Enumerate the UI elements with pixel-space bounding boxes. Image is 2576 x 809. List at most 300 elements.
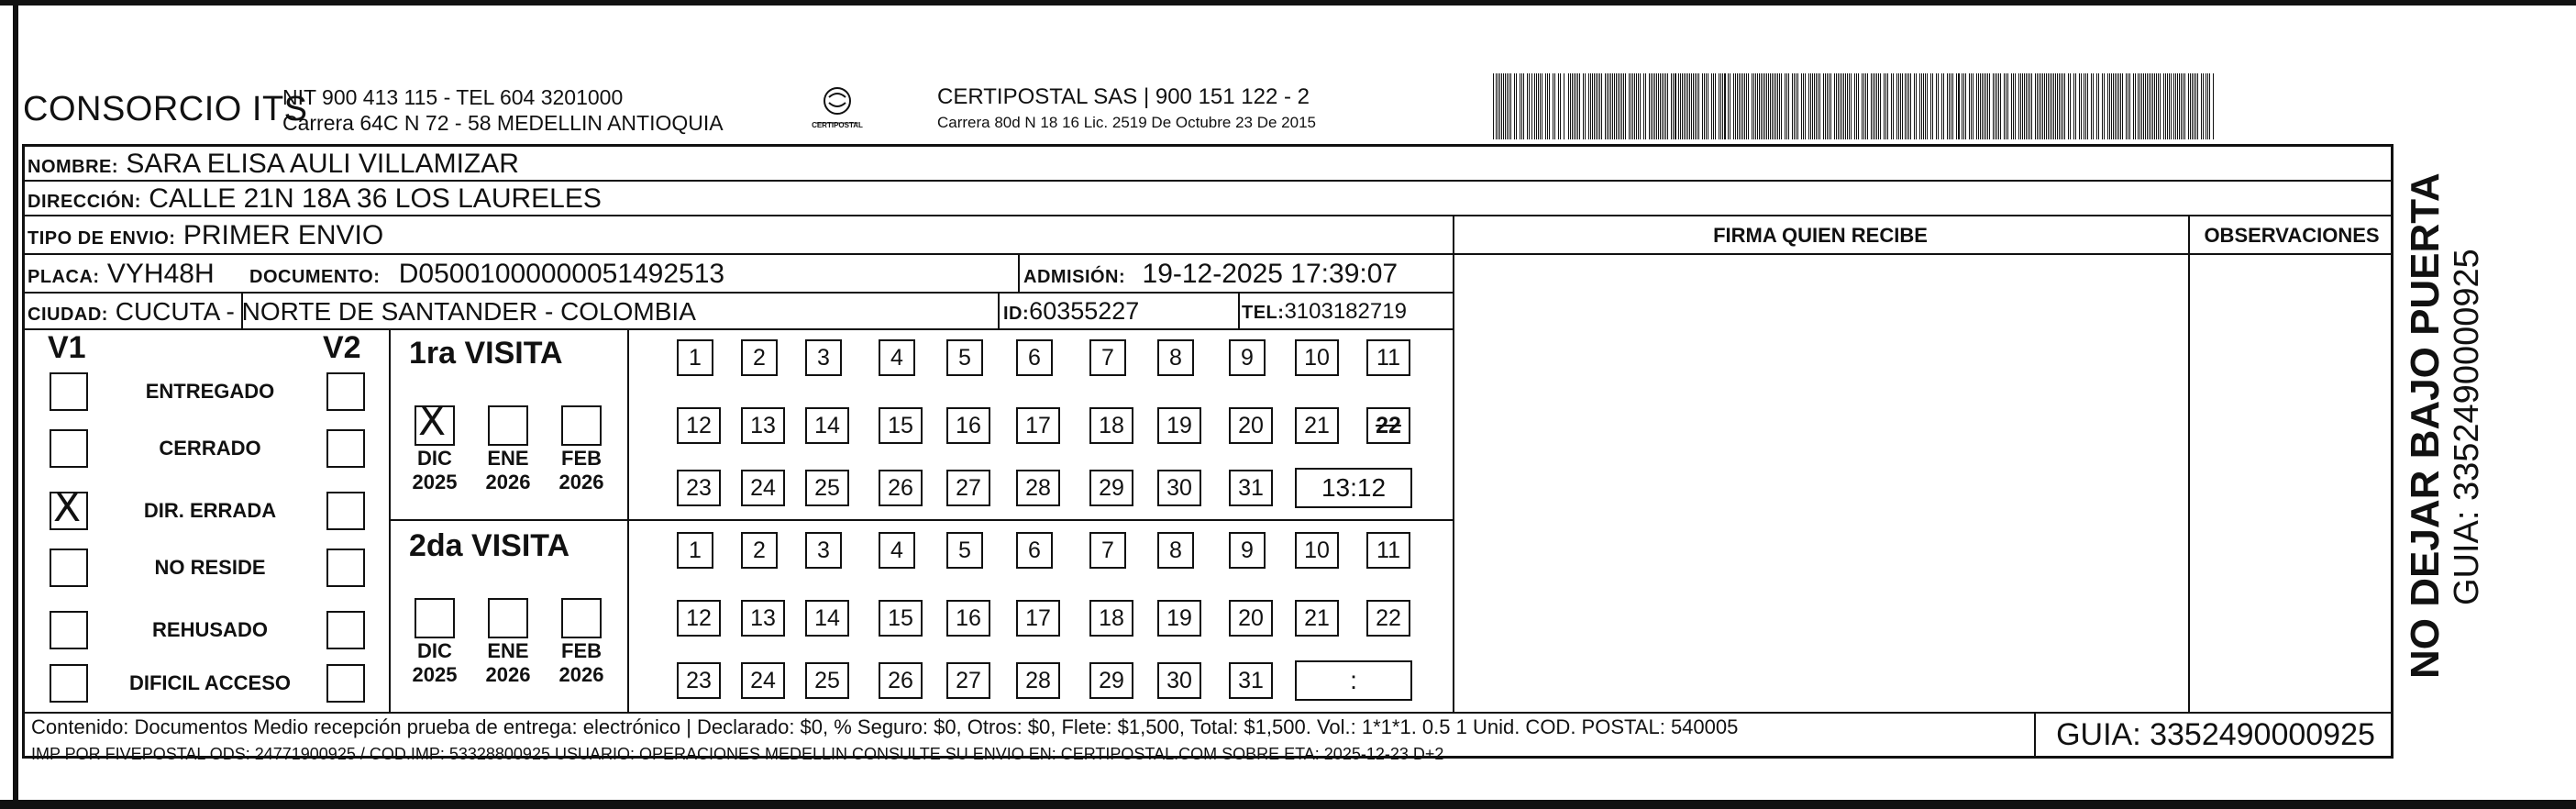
v1-checkbox[interactable] xyxy=(50,429,88,468)
barcode-bar xyxy=(1873,73,1874,139)
barcode-bar xyxy=(1724,73,1726,139)
barcode-bar xyxy=(2020,73,2021,139)
admision-row xyxy=(1023,259,1398,290)
day-box[interactable]: 26 xyxy=(879,662,923,699)
barcode-bar xyxy=(2087,73,2088,139)
barcode-bar xyxy=(1583,73,1584,139)
bottom-border xyxy=(0,800,2576,809)
day-box[interactable]: 12 xyxy=(677,407,721,444)
month-checkbox[interactable] xyxy=(561,405,602,446)
barcode-bar xyxy=(1521,73,1522,139)
barcode-bar xyxy=(2042,73,2043,139)
barcode-bar xyxy=(1823,73,1824,139)
barcode-bar xyxy=(2091,73,2092,139)
barcode-bar xyxy=(2138,73,2139,139)
day-box[interactable]: 24 xyxy=(741,662,785,699)
status-label: CERRADO xyxy=(159,437,261,460)
day-box[interactable]: 6 xyxy=(1016,339,1053,376)
day-box[interactable]: 27 xyxy=(946,470,990,506)
month-checkbox[interactable] xyxy=(415,398,455,446)
barcode-bar xyxy=(1980,73,1981,139)
day-box[interactable]: 21 xyxy=(1295,407,1339,444)
barcode-bar xyxy=(1987,73,1988,139)
barcode-bar xyxy=(2150,73,2151,139)
barcode-bar xyxy=(1665,73,1666,139)
barcode-bar xyxy=(2104,73,2105,139)
month-checkbox[interactable] xyxy=(561,598,602,638)
barcode-bar xyxy=(1590,73,1591,139)
barcode-bar xyxy=(1914,73,1915,139)
barcode-bar xyxy=(2188,73,2189,139)
barcode-bar xyxy=(1916,73,1917,139)
day-box[interactable]: 20 xyxy=(1229,407,1273,444)
id-value: 60355227 xyxy=(1029,297,1140,325)
barcode-bar xyxy=(1989,73,1990,139)
barcode-bar xyxy=(1667,73,1668,139)
barcode-bar xyxy=(1733,73,1734,139)
barcode-bar xyxy=(2192,73,2193,139)
col-divider xyxy=(1018,253,1020,292)
barcode-bar xyxy=(2004,73,2005,139)
ciudad-row xyxy=(28,297,696,327)
barcode-bar xyxy=(1969,73,1970,139)
barcode-bar xyxy=(2195,73,2196,139)
year-label: 2026 xyxy=(485,471,531,493)
barcode-bar xyxy=(1722,73,1723,139)
barcode-bar xyxy=(2156,73,2157,139)
barcode-bar xyxy=(2133,73,2134,139)
barcode xyxy=(1493,73,2217,139)
barcode-bar xyxy=(1695,73,1696,139)
barcode-bar xyxy=(2143,73,2144,139)
barcode-bar xyxy=(2013,73,2014,139)
day-box[interactable]: 30 xyxy=(1157,470,1201,506)
col-divider xyxy=(1238,292,1240,328)
barcode-bar xyxy=(1814,73,1815,139)
v1-checkbox[interactable] xyxy=(50,664,88,703)
day-box[interactable]: 17 xyxy=(1016,407,1060,444)
barcode-bar xyxy=(1678,73,1679,139)
barcode-bar xyxy=(2163,73,2164,139)
barcode-bar xyxy=(1788,73,1789,139)
barcode-bar xyxy=(2050,73,2051,139)
row-divider xyxy=(22,253,2394,255)
day-box[interactable]: 13 xyxy=(741,407,785,444)
day-box[interactable]: 15 xyxy=(879,407,923,444)
day-box[interactable]: 22 xyxy=(1366,600,1410,637)
barcode-bar xyxy=(1588,73,1589,139)
barcode-bar xyxy=(1656,73,1657,139)
documento-row xyxy=(249,259,724,290)
barcode-bar xyxy=(2115,73,2116,139)
barcode-bar xyxy=(2024,73,2025,139)
barcode-bar xyxy=(1943,73,1944,139)
barcode-bar xyxy=(2175,73,2176,139)
day-box[interactable]: 16 xyxy=(946,407,990,444)
day-box[interactable]: 3 xyxy=(805,532,842,569)
cert-address: Carrera 80d N 18 16 Lic. 2519 De Octubre 23 De 2015 xyxy=(937,114,1316,131)
day-box[interactable]: 16 xyxy=(946,600,990,637)
month-label: FEB xyxy=(561,639,602,662)
barcode-bar xyxy=(1503,73,1504,139)
barcode-bar xyxy=(1775,73,1776,139)
check-x-mark: X xyxy=(53,484,82,531)
barcode-bar xyxy=(1908,73,1909,139)
barcode-bar xyxy=(2007,73,2008,139)
day-box[interactable]: 23 xyxy=(677,470,721,506)
ciudad-value: CUCUTA - NORTE DE SANTANDER - COLOMBIA xyxy=(115,297,696,326)
barcode-bar xyxy=(1675,73,1676,139)
barcode-bar xyxy=(2194,73,2195,139)
day-box[interactable]: 28 xyxy=(1016,470,1060,506)
barcode-bar xyxy=(2057,73,2058,139)
v2-checkbox[interactable] xyxy=(326,664,365,703)
barcode-bar xyxy=(1829,73,1830,139)
day-box[interactable]: 29 xyxy=(1089,662,1133,699)
day-box[interactable]: 31 xyxy=(1229,662,1273,699)
month-label: DIC xyxy=(417,639,452,662)
barcode-bar xyxy=(1830,73,1831,139)
barcode-bar xyxy=(1684,73,1685,139)
barcode-bar xyxy=(2061,73,2062,139)
barcode-bar xyxy=(1549,73,1550,139)
barcode-bar xyxy=(1978,73,1979,139)
day-box[interactable]: 13 xyxy=(741,600,785,637)
barcode-bar xyxy=(1816,73,1817,139)
barcode-bar xyxy=(2149,73,2150,139)
day-box[interactable]: 23 xyxy=(677,662,721,699)
day-box[interactable]: 14 xyxy=(805,600,849,637)
day-box[interactable]: 4 xyxy=(879,339,915,376)
barcode-bar xyxy=(2035,73,2036,139)
barcode-bar xyxy=(1772,73,1773,139)
barcode-bar xyxy=(1794,73,1795,139)
barcode-bar xyxy=(1715,73,1716,139)
barcode-bar xyxy=(1856,73,1857,139)
barcode-bar xyxy=(1538,73,1539,139)
barcode-bar xyxy=(1748,73,1749,139)
barcode-bar xyxy=(2015,73,2016,139)
barcode-bar xyxy=(2037,73,2038,139)
barcode-bar xyxy=(1636,73,1637,139)
status-label: REHUSADO xyxy=(152,618,268,641)
tipo-label: TIPO DE ENVIO: xyxy=(28,228,176,249)
barcode-bar xyxy=(1499,73,1500,139)
col-divider xyxy=(627,328,629,712)
barcode-bar xyxy=(1560,73,1561,139)
barcode-bar xyxy=(1982,73,1983,139)
day-box[interactable]: 4 xyxy=(879,532,915,569)
barcode-bar xyxy=(1577,73,1578,139)
barcode-bar xyxy=(1605,73,1606,139)
barcode-bar xyxy=(2075,73,2076,139)
row-divider xyxy=(22,328,1453,330)
status-label: ENTREGADO xyxy=(145,380,275,403)
barcode-bar xyxy=(1818,73,1819,139)
barcode-bar xyxy=(1891,73,1892,139)
day-box[interactable]: 14 xyxy=(805,407,849,444)
barcode-bar xyxy=(1898,73,1899,139)
day-box[interactable]: 30 xyxy=(1157,662,1201,699)
row-divider xyxy=(22,215,2394,216)
top-border xyxy=(0,0,2576,6)
barcode-bar xyxy=(1594,73,1595,139)
barcode-bar xyxy=(1614,73,1615,139)
barcode-bar xyxy=(2053,73,2054,139)
barcode-bar xyxy=(1995,73,1996,139)
barcode-bar xyxy=(1645,73,1646,139)
barcode-bar xyxy=(1845,73,1846,139)
v2-checkbox[interactable] xyxy=(326,549,365,587)
barcode-bar xyxy=(1863,73,1864,139)
barcode-bar xyxy=(1601,73,1602,139)
v1-checkbox[interactable] xyxy=(50,484,88,531)
day-box[interactable]: 25 xyxy=(805,662,849,699)
barcode-bar xyxy=(1529,73,1530,139)
barcode-bar xyxy=(1737,73,1738,139)
v1-label: V1 xyxy=(48,330,86,365)
barcode-bar xyxy=(1755,73,1756,139)
barcode-bar xyxy=(1744,73,1745,139)
v2-checkbox[interactable] xyxy=(326,372,365,411)
barcode-bar xyxy=(1574,73,1575,139)
barcode-bar xyxy=(1952,73,1953,139)
barcode-bar xyxy=(1963,73,1964,139)
day-box[interactable]: 2 xyxy=(741,339,778,376)
barcode-bar xyxy=(1501,73,1502,139)
v1-checkbox[interactable] xyxy=(50,549,88,587)
day-box[interactable]: 17 xyxy=(1016,600,1060,637)
barcode-bar xyxy=(1849,73,1850,139)
day-box[interactable]: 12 xyxy=(677,600,721,637)
barcode-bar xyxy=(2141,73,2142,139)
day-box[interactable]: 8 xyxy=(1157,532,1194,569)
day-box[interactable]: 5 xyxy=(946,532,983,569)
barcode-bar xyxy=(1812,73,1813,139)
barcode-bar xyxy=(1759,73,1760,139)
direccion-label: DIRECCIÓN: xyxy=(28,192,141,212)
visit-title: 2da VISITA xyxy=(409,528,570,563)
barcode-bar xyxy=(2055,73,2056,139)
barcode-bar xyxy=(1902,73,1903,139)
barcode-bar xyxy=(1575,73,1576,139)
barcode-bar xyxy=(1704,73,1705,139)
day-box[interactable]: 15 xyxy=(879,600,923,637)
day-box[interactable]: 9 xyxy=(1229,532,1266,569)
barcode-bar xyxy=(2197,73,2198,139)
barcode-bar xyxy=(1720,73,1721,139)
v1-checkbox[interactable] xyxy=(50,611,88,649)
tipo-value: PRIMER ENVIO xyxy=(182,220,384,250)
barcode-bar xyxy=(2081,73,2082,139)
day-box[interactable]: 24 xyxy=(741,470,785,506)
barcode-bar xyxy=(1785,73,1786,139)
barcode-bar xyxy=(1851,73,1852,139)
year-label: 2026 xyxy=(558,663,604,686)
day-box[interactable]: 10 xyxy=(1295,339,1339,376)
month-checkbox[interactable] xyxy=(488,598,528,638)
barcode-bar xyxy=(1768,73,1769,139)
tipo-row xyxy=(28,220,383,251)
barcode-bar xyxy=(2000,73,2001,139)
vertical-notice xyxy=(2403,172,2485,679)
barcode-bar xyxy=(2048,73,2049,139)
barcode-bar xyxy=(1781,73,1782,139)
barcode-bar xyxy=(2165,73,2166,139)
day-box[interactable]: 11 xyxy=(1366,339,1410,376)
barcode-bar xyxy=(2096,73,2097,139)
day-box[interactable]: 6 xyxy=(1016,532,1053,569)
barcode-bar xyxy=(1742,73,1743,139)
barcode-bar xyxy=(1838,73,1839,139)
day-box[interactable]: 11 xyxy=(1366,532,1410,569)
certipostal-logo xyxy=(812,83,863,134)
day-box[interactable]: 5 xyxy=(946,339,983,376)
guia-number: GUIA: 3352490000925 xyxy=(2034,712,2395,759)
barcode-bar xyxy=(1514,73,1515,139)
col-divider xyxy=(998,292,1000,328)
barcode-bar xyxy=(1706,73,1707,139)
day-box[interactable]: 7 xyxy=(1089,532,1126,569)
barcode-bar xyxy=(2126,73,2127,139)
year-label: 2025 xyxy=(412,663,458,686)
v2-checkbox[interactable] xyxy=(326,611,365,649)
barcode-bar xyxy=(1871,73,1872,139)
barcode-bar xyxy=(2207,73,2208,139)
barcode-bar xyxy=(2147,73,2148,139)
placa-row xyxy=(28,259,215,290)
barcode-bar xyxy=(2029,73,2030,139)
ciudad-label: CIUDAD: xyxy=(28,305,108,325)
barcode-bar xyxy=(2183,73,2184,139)
row-divider xyxy=(22,180,2394,182)
day-box[interactable]: 8 xyxy=(1157,339,1194,376)
day-box[interactable]: 18 xyxy=(1089,407,1133,444)
day-box[interactable]: 21 xyxy=(1295,600,1339,637)
barcode-bar xyxy=(1993,73,1994,139)
id-label: ID: xyxy=(1003,304,1030,324)
barcode-bar xyxy=(1884,73,1885,139)
barcode-bar xyxy=(1689,73,1690,139)
day-box[interactable]: 1 xyxy=(677,532,713,569)
barcode-bar xyxy=(1932,73,1933,139)
day-box[interactable]: 22 xyxy=(1366,407,1410,444)
barcode-bar xyxy=(1558,73,1559,139)
month-checkbox[interactable] xyxy=(415,598,455,638)
barcode-bar xyxy=(1938,73,1939,139)
visit-title: 1ra VISITA xyxy=(409,336,563,371)
barcode-bar xyxy=(2073,73,2074,139)
day-box[interactable]: 10 xyxy=(1295,532,1339,569)
day-box[interactable]: 25 xyxy=(805,470,849,506)
day-box[interactable]: 2 xyxy=(741,532,778,569)
barcode-bar xyxy=(1746,73,1747,139)
day-box[interactable]: 1 xyxy=(677,339,713,376)
status-label: NO RESIDE xyxy=(154,556,266,579)
barcode-bar xyxy=(1956,73,1957,139)
day-box[interactable]: 28 xyxy=(1016,662,1060,699)
barcode-bar xyxy=(2098,73,2099,139)
admision-label: ADMISIÓN: xyxy=(1023,267,1126,287)
barcode-bar xyxy=(1919,73,1920,139)
barcode-bar xyxy=(1900,73,1901,139)
barcode-bar xyxy=(1662,73,1663,139)
footer-print-info: IMP POR FIVEPOSTAL ODS: 24771900925 / COD.IMP: 53328800925 USUARIO: OPERACIONES MEDELLIN CONSULTE SU ENVIO EN: CERTIPOSTAL.COM SOBRE ETA: 2025-12-23 D+2 xyxy=(31,745,1444,763)
day-box[interactable]: 7 xyxy=(1089,339,1126,376)
barcode-bar xyxy=(2011,73,2012,139)
barcode-bar xyxy=(2145,73,2146,139)
documento-label: DOCUMENTO: xyxy=(249,267,381,287)
v2-checkbox[interactable] xyxy=(326,429,365,468)
barcode-bar xyxy=(1523,73,1524,139)
barcode-bar xyxy=(2018,73,2019,139)
barcode-bar xyxy=(1878,73,1879,139)
day-box[interactable]: 18 xyxy=(1089,600,1133,637)
day-box[interactable]: 20 xyxy=(1229,600,1273,637)
month-checkbox[interactable] xyxy=(488,405,528,446)
barcode-bar xyxy=(1941,73,1942,139)
barcode-bar xyxy=(2177,73,2178,139)
day-box[interactable]: 27 xyxy=(946,662,990,699)
barcode-bar xyxy=(1836,73,1837,139)
barcode-bar xyxy=(1998,73,1999,139)
barcode-bar xyxy=(1840,73,1841,139)
day-box[interactable]: 19 xyxy=(1157,407,1201,444)
barcode-bar xyxy=(1572,73,1573,139)
documento-value: D05001000000051492513 xyxy=(398,259,725,289)
barcode-bar xyxy=(1702,73,1703,139)
barcode-bar xyxy=(2026,73,2027,139)
day-box[interactable]: 26 xyxy=(879,470,923,506)
left-border xyxy=(13,6,18,809)
barcode-bar xyxy=(2059,73,2060,139)
barcode-bar xyxy=(1825,73,1826,139)
barcode-bar xyxy=(1691,73,1692,139)
barcode-bar xyxy=(1923,73,1924,139)
barcode-bar xyxy=(1638,73,1639,139)
admision-value: 19-12-2025 17:39:07 xyxy=(1142,259,1399,289)
barcode-bar xyxy=(2046,73,2047,139)
v2-label: V2 xyxy=(323,330,361,365)
v2-checkbox[interactable] xyxy=(326,492,365,530)
barcode-bar xyxy=(1592,73,1593,139)
v1-checkbox[interactable] xyxy=(50,372,88,411)
barcode-bar xyxy=(2093,73,2094,139)
day-box[interactable]: 3 xyxy=(805,339,842,376)
company-name: CONSORCIO ITS xyxy=(23,90,308,128)
day-box[interactable]: 29 xyxy=(1089,470,1133,506)
barcode-bar xyxy=(1673,73,1674,139)
barcode-bar xyxy=(2122,73,2123,139)
barcode-bar xyxy=(1847,73,1848,139)
barcode-bar xyxy=(1810,73,1811,139)
barcode-bar xyxy=(2070,73,2071,139)
col-divider xyxy=(2188,215,2190,712)
nombre-row xyxy=(28,149,519,180)
barcode-bar xyxy=(1958,73,1960,139)
day-box[interactable]: 19 xyxy=(1157,600,1201,637)
barcode-bar xyxy=(1545,73,1546,139)
barcode-bar xyxy=(1610,73,1611,139)
barcode-bar xyxy=(1766,73,1767,139)
day-box[interactable]: 9 xyxy=(1229,339,1266,376)
day-box[interactable]: 31 xyxy=(1229,470,1273,506)
barcode-bar xyxy=(2064,73,2065,139)
barcode-bar xyxy=(1921,73,1922,139)
time-box: 13:12 xyxy=(1295,468,1412,508)
barcode-bar xyxy=(1616,73,1617,139)
barcode-bar xyxy=(2062,73,2063,139)
